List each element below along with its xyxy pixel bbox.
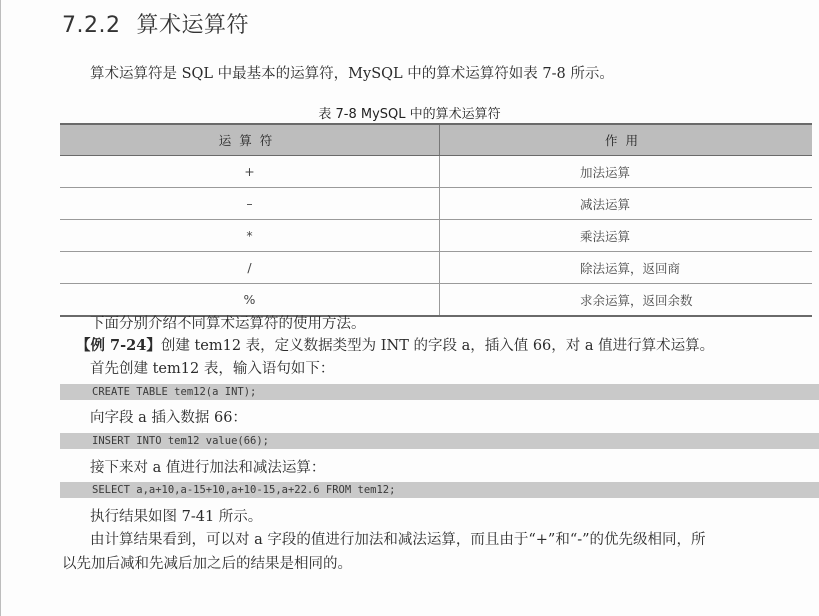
operator-cell: +	[60, 156, 440, 188]
code-select: SELECT a,a+10,a-15+10,a+10-15,a+22.6 FROM tem12;	[60, 482, 819, 498]
function-cell: 求余运算，返回余数	[440, 284, 813, 317]
operator-cell: /	[60, 252, 440, 284]
paragraph-usage: 下面分别介绍不同算术运算符的使用方法。	[90, 316, 366, 332]
paragraph-create: 首先创建 tem12 表，输入语句如下：	[90, 361, 335, 377]
paragraph-conclusion-line1: 由计算结果看到，可以对 a 字段的值进行加法和减法运算，而且由于“+”和“-”的优先级相同，所	[90, 532, 706, 548]
table-row	[60, 188, 812, 220]
code-insert: INSERT INTO tem12 value(66);	[60, 433, 819, 449]
table-row	[60, 156, 812, 188]
example-label: 【例 7-24】	[76, 337, 161, 354]
operator-cell: –	[60, 188, 440, 220]
section-title: 算术运算符	[136, 13, 249, 38]
table-row	[60, 220, 812, 252]
intro-paragraph: 算术运算符是 SQL 中最基本的运算符，MySQL 中的算术运算符如表 7-8 所示。	[90, 66, 614, 82]
table-row	[60, 252, 812, 284]
example-paragraph	[76, 334, 714, 355]
function-cell: 乘法运算	[440, 220, 813, 252]
operator-cell: %	[60, 284, 440, 317]
paragraph-insert: 向字段 a 插入数据 66：	[90, 410, 247, 426]
paragraph-operate: 接下来对 a 值进行加法和减法运算：	[90, 460, 326, 476]
operators-table	[60, 123, 812, 317]
paragraph-conclusion-line2: 以先加后减和先减后加之后的结果是相同的。	[62, 556, 352, 572]
header-function: 作用	[440, 124, 813, 156]
function-cell: 除法运算，返回商	[440, 252, 813, 284]
page-edge	[0, 0, 1, 616]
function-cell: 减法运算	[440, 188, 813, 220]
section-number: 7.2.2	[62, 13, 121, 38]
table-caption: 表 7-8 MySQL 中的算术运算符	[318, 107, 501, 122]
paragraph-result: 执行结果如图 7-41 所示。	[90, 509, 263, 525]
function-cell: 加法运算	[440, 156, 813, 188]
section-heading	[62, 8, 249, 39]
operator-cell: *	[60, 220, 440, 252]
example-text: 创建 tem12 表，定义数据类型为 INT 的字段 a，插入值 66，对 a 值进行算术运算。	[160, 338, 715, 354]
header-operator: 运算符	[60, 124, 440, 156]
code-create-table: CREATE TABLE tem12(a INT);	[60, 384, 819, 400]
